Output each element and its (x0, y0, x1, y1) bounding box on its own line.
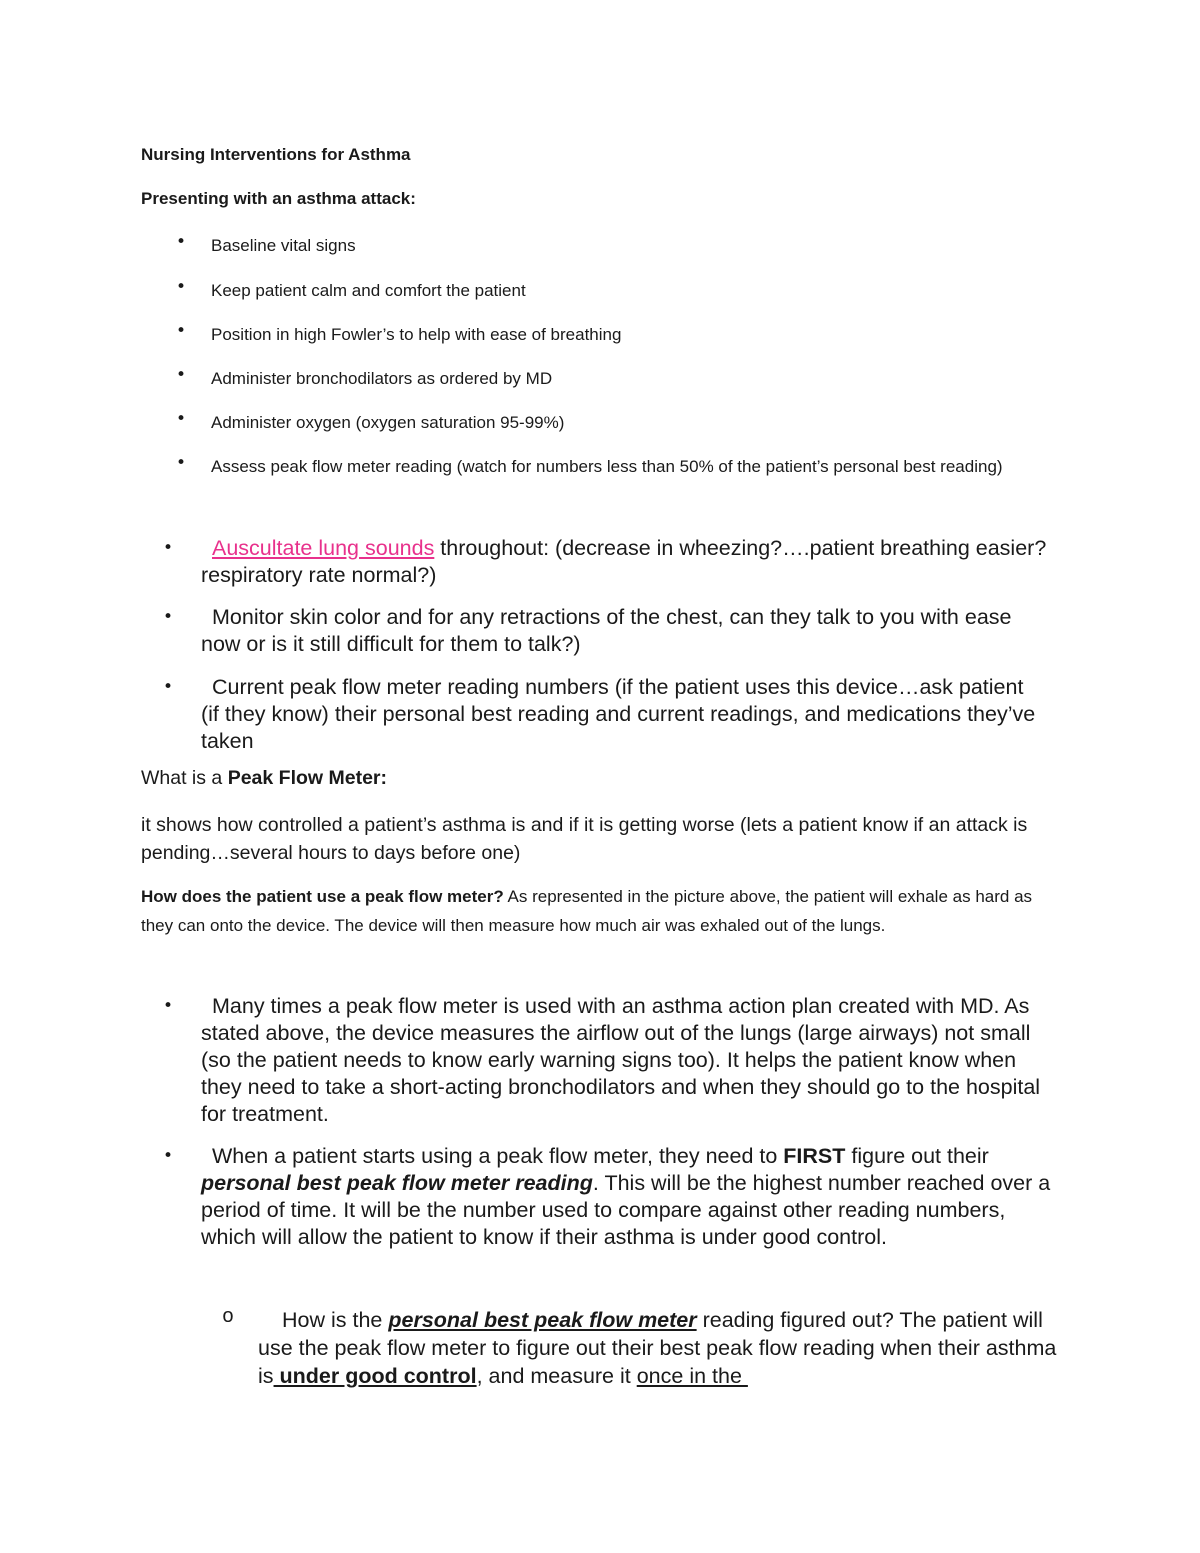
list-item-text: Current peak flow meter reading numbers (if the patient uses this device…ask patient (if they know) their personal best reading and current readings, and medications they’ve taken (201, 675, 1036, 753)
list-item-text: Assess peak flow meter reading (watch for numbers less than 50% of the patient’s personal best reading) (211, 457, 1003, 476)
bullet-icon: • (176, 232, 187, 252)
sub-list-item-text: How is the personal best peak flow meter reading figured out? The patient will use the peak flow meter to figure out their best peak flow reading when their asthma is under good control, and measure it once in the (258, 1308, 1057, 1388)
bullet-icon: • (176, 277, 187, 297)
peak-flow-definition: it shows how controlled a patient’s asthma is and if it is getting worse (lets a patient know if an attack is pending…several hours to days before one) (141, 814, 1028, 864)
bullet-icon: • (176, 321, 187, 341)
list-item-text: Auscultate lung sounds throughout: (decrease in wheezing?….patient breathing easier? respiratory rate normal?) (201, 536, 1047, 587)
bullet-icon: • (176, 409, 187, 429)
usage-paragraph: How does the patient use a peak flow meter? As represented in the picture above, the patient will exhale as hard as they can onto the device. The device will then measure how much air was exhaled out of the lungs. (141, 887, 1033, 935)
bullet-icon: • (163, 607, 174, 627)
bullet-icon: • (163, 996, 174, 1016)
bullet-icon: • (163, 538, 174, 558)
list-item-text: Baseline vital signs (211, 236, 356, 255)
bullet-icon: • (176, 365, 187, 385)
peak-flow-question: What is a Peak Flow Meter: (141, 767, 387, 789)
auscultate-link[interactable]: Auscultate lung sounds (212, 536, 435, 560)
list-item-text: Monitor skin color and for any retractions of the chest, can they talk to you with ease now or is it still difficult for them to talk?) (201, 605, 1012, 656)
page-title: Nursing Interventions for Asthma (141, 145, 411, 164)
section-subheading: Presenting with an asthma attack: (141, 189, 416, 208)
bullet-icon: • (176, 453, 187, 473)
list-item-text: Position in high Fowler’s to help with ease of breathing (211, 325, 622, 344)
list-item-text: Administer bronchodilators as ordered by MD (211, 369, 553, 388)
list-item-text: When a patient starts using a peak flow meter, they need to FIRST figure out their personal best peak flow meter reading. This will be the highest number reached over a period of time. It will be the number used to compare against other reading numbers, which will allow the patient to know if their asthma is under good control. (201, 1144, 1051, 1249)
bullet-icon: • (163, 677, 174, 697)
bullet-icon: • (163, 1146, 174, 1166)
list-item-text: Administer oxygen (oxygen saturation 95-99%) (211, 413, 565, 432)
list-item-text: Keep patient calm and comfort the patient (211, 281, 526, 300)
sub-bullet-icon: o (222, 1306, 235, 1329)
list-item-text: Many times a peak flow meter is used with an asthma action plan created with MD. As stated above, the device measures the airflow out of the lungs (large airways) not small (so the patient needs to know early warning signs too). It helps the patient know when they need to take a short-acting bronchodilators and when they should go to the hospital for treatment. (201, 994, 1041, 1126)
